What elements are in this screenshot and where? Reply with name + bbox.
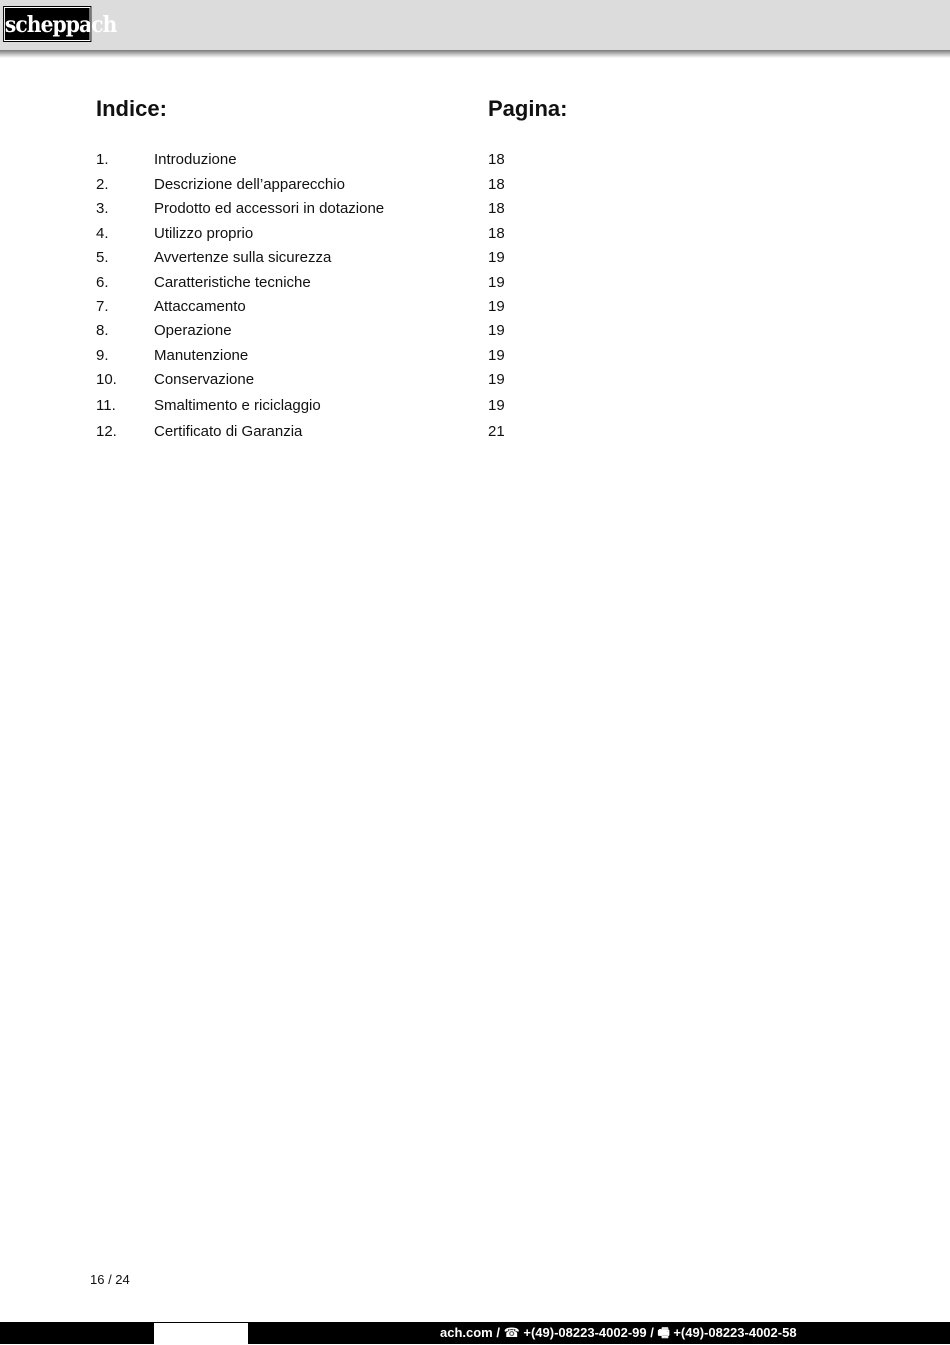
toc-row xyxy=(0,248,950,268)
header-bar xyxy=(0,0,950,51)
toc-row xyxy=(0,150,950,170)
toc-page: 18 xyxy=(488,176,505,193)
toc-title: Conservazione xyxy=(154,371,255,388)
toc-title: Certificato di Garanzia xyxy=(154,423,303,440)
toc-page: 18 xyxy=(488,151,505,168)
toc-title: Prodotto ed accessori in dotazione xyxy=(154,200,385,217)
toc-number: 8. xyxy=(96,322,109,339)
toc-page: 19 xyxy=(488,371,505,388)
footer-gap xyxy=(154,1322,248,1344)
toc-page: 19 xyxy=(488,274,505,291)
toc-row xyxy=(0,346,950,366)
toc-title: Caratteristiche tecniche xyxy=(154,274,311,291)
footer-contact-text: ach.com / ☎ +(49)-08223-4002-99 / 🖷 +(49)-08223-4002-58 xyxy=(440,1325,797,1340)
toc-row xyxy=(0,224,950,244)
toc-number: 9. xyxy=(96,347,109,364)
toc-number: 5. xyxy=(96,249,109,266)
footer-bar-right xyxy=(248,1322,950,1344)
toc-page-heading: Pagina: xyxy=(488,96,568,121)
toc-page: 21 xyxy=(488,423,505,440)
toc-heading: Indice: xyxy=(96,96,167,121)
toc-title: Attaccamento xyxy=(154,298,246,315)
toc-page: 19 xyxy=(488,397,505,414)
toc-number: 7. xyxy=(96,298,109,315)
toc-title: Manutenzione xyxy=(154,347,249,364)
toc-page: 19 xyxy=(488,347,505,364)
toc-title: Utilizzo proprio xyxy=(154,225,254,242)
toc-number: 2. xyxy=(96,176,109,193)
toc-row xyxy=(0,321,950,341)
toc-row xyxy=(0,396,950,416)
footer-bar-left xyxy=(0,1322,154,1344)
toc-page: 19 xyxy=(488,322,505,339)
toc-row xyxy=(0,273,950,293)
toc-row xyxy=(0,199,950,219)
toc-page: 19 xyxy=(488,249,505,266)
scheppach-logo: scheppach xyxy=(4,7,90,41)
toc-number: 3. xyxy=(96,200,109,217)
toc-number: 10. xyxy=(96,371,117,388)
toc-title: Avvertenze sulla sicurezza xyxy=(154,249,332,266)
toc-number: 4. xyxy=(96,225,109,242)
toc-title: Descrizione dell’apparecchio xyxy=(154,176,345,193)
toc-row xyxy=(0,175,950,195)
toc-number: 11. xyxy=(96,397,116,414)
header-shadow xyxy=(0,50,950,58)
toc-title: Operazione xyxy=(154,322,232,339)
toc-row xyxy=(0,370,950,390)
toc-row xyxy=(0,297,950,317)
toc-page: 18 xyxy=(488,225,505,242)
toc-page: 19 xyxy=(488,298,505,315)
toc-number: 6. xyxy=(96,274,109,291)
toc-number: 1. xyxy=(96,151,109,168)
toc-title: Smaltimento e riciclaggio xyxy=(154,397,321,414)
toc-page: 18 xyxy=(488,200,505,217)
toc-number: 12. xyxy=(96,423,117,440)
toc-row xyxy=(0,422,950,442)
page-number: 16 / 24 xyxy=(90,1272,130,1287)
toc-title: Introduzione xyxy=(154,151,237,168)
